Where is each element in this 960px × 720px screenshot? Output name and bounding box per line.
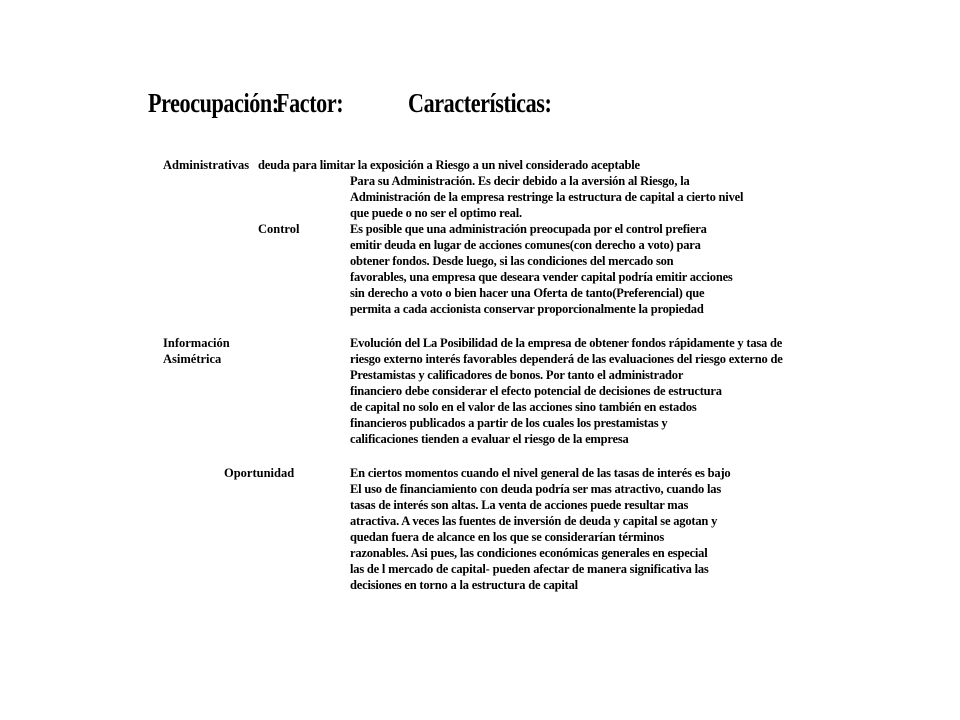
text-line: calificaciones tienden a evaluar el riesgo de la empresa [350,432,629,446]
text-line: Administración de la empresa restringe la estructura de capital a cierto nivel [350,190,744,204]
text-line: tasas de interés son altas. La venta de acciones puede resultar mas [350,498,689,512]
text-line: financieros publicados a partir de los cuales los prestamistas y [350,416,668,430]
text-line: riesgo externo interés favorables dependerá de las evaluaciones del riesgo externo de [350,352,783,366]
text-line: En ciertos momentos cuando el nivel general de las tasas de interés es bajo [350,466,731,480]
text-line: sin derecho a voto o bien hacer una Oferta de tanto(Preferencial) que [350,286,705,300]
category-administrativas: Administrativas [163,158,250,172]
text-line: quedan fuera de alcance en los que se considerarían términos [350,530,665,544]
text-line: razonables. Asi pues, las condiciones económicas generales en especial [350,546,708,560]
factor-oportunidad: Oportunidad [224,466,295,480]
text-line: financiero debe considerar el efecto potencial de decisiones de estructura [350,384,722,398]
text-line: que puede o no ser el optimo real. [350,206,522,220]
text-line: atractiva. A veces las fuentes de inversión de deuda y capital se agotan y [350,514,718,528]
text-line: obtener fondos. Desde luego, si las condiciones del mercado son [350,254,674,268]
text-line: de capital no solo en el valor de las acciones sino también en estados [350,400,697,414]
category-informacion: Información [163,336,230,350]
category-asimetrica: Asimétrica [163,352,222,366]
text-line: permita a cada accionista conservar proporcionalmente la propiedad [350,302,704,316]
text-line: emitir deuda en lugar de acciones comunes(con derecho a voto) para [350,238,701,252]
text-line: El uso de financiamiento con deuda podría ser mas atractivo, cuando las [350,482,722,496]
text-line: Es posible que una administración preocupada por el control prefiera [350,222,707,236]
heading-factor: Factor: [276,88,344,118]
factor-control: Control [258,222,300,236]
text-line: Evolución del La Posibilidad de la empresa de obtener fondos rápidamente y tasa de [350,336,783,350]
heading-caracteristicas: Características: [408,88,552,118]
text-line: favorables, una empresa que deseara vender capital podría emitir acciones [350,270,733,284]
heading-preocupacion: Preocupación: [148,88,279,118]
text-line: Para su Administración. Es decir debido a la aversión al Riesgo, la [350,174,690,188]
text-line: las de l mercado de capital- pueden afectar de manera significativa las [350,562,709,576]
text-line: Prestamistas y calificadores de bonos. Por tanto el administrador [350,368,684,382]
text-line: decisiones en torno a la estructura de capital [350,578,578,592]
text-line: deuda para limitar la exposición a Riesgo a un nivel considerado aceptable [258,158,640,172]
